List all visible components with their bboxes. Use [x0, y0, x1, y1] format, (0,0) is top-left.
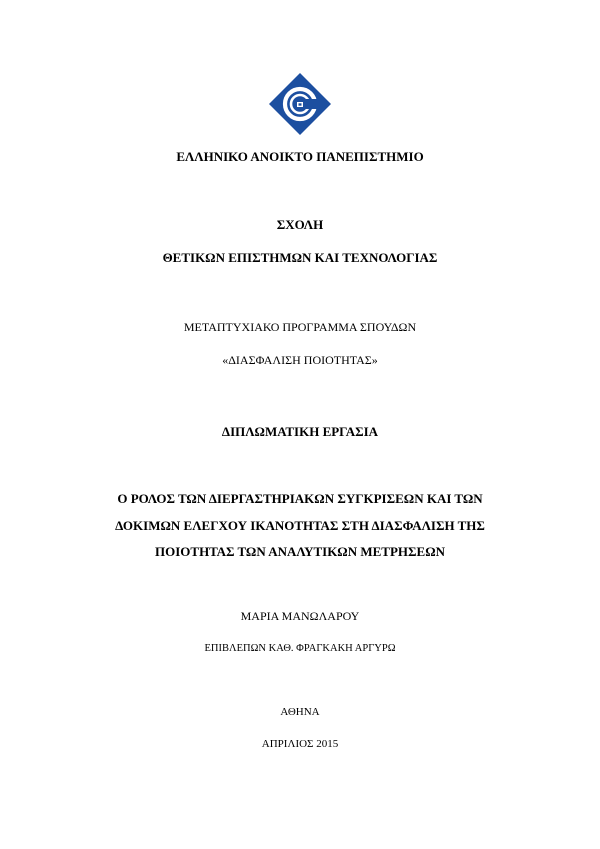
document-type: ΔΙΠΛΩΜΑΤΙΚΗ ΕΡΓΑΣΙΑ — [221, 424, 379, 439]
university-name: ΕΛΛΗΝΙΚΟ ΑΝΟΙΚΤΟ ΠΑΝΕΠΙΣΤΗΜΙΟ — [176, 149, 424, 164]
program-name: «ΔΙΑΣΦΑΛΙΣΗ ΠΟΙΟΤΗΤΑΣ» — [222, 353, 378, 367]
thesis-title-line: ΔΟΚΙΜΩΝ ΕΛΕΓΧΟΥ ΙΚΑΝΟΤΗΤΑΣ ΣΤΗ ΔΙΑΣΦΑΛΙΣΗ ΤΗΣ — [115, 517, 485, 533]
supervisor-name: ΕΠΙΒΛΕΠΩΝ ΚΑΘ. ΦΡΑΓΚΑΚΗ ΑΡΓΥΡΩ — [204, 643, 396, 654]
date: ΑΠΡΙΛΙΟΣ 2015 — [261, 738, 339, 750]
school-name: ΘΕΤΙΚΩΝ ΕΠΙΣΤΗΜΩΝ ΚΑΙ ΤΕΧΝΟΛΟΓΙΑΣ — [162, 250, 438, 265]
school-label: ΣΧΟΛΗ — [276, 217, 324, 232]
author-name: ΜΑΡΙΑ ΜΑΝΩΛΑΡΟΥ — [240, 609, 360, 623]
city: ΑΘΗΝΑ — [280, 706, 320, 718]
thesis-title — [60, 486, 540, 566]
program-label: ΜΕΤΑΠΤΥΧΙΑΚΟ ΠΡΟΓΡΑΜΜΑ ΣΠΟΥΔΩΝ — [183, 320, 417, 334]
university-logo-icon — [268, 72, 332, 136]
thesis-title-line: Ο ΡΟΛΟΣ ΤΩΝ ΔΙΕΡΓΑΣΤΗΡΙΑΚΩΝ ΣΥΓΚΡΙΣΕΩΝ ΚΑΙ ΤΩΝ — [117, 491, 483, 506]
thesis-title-line: ΠΟΙΟΤΗΤΑΣ ΤΩΝ ΑΝΑΛΥΤΙΚΩΝ ΜΕΤΡΗΣΕΩΝ — [155, 544, 445, 559]
